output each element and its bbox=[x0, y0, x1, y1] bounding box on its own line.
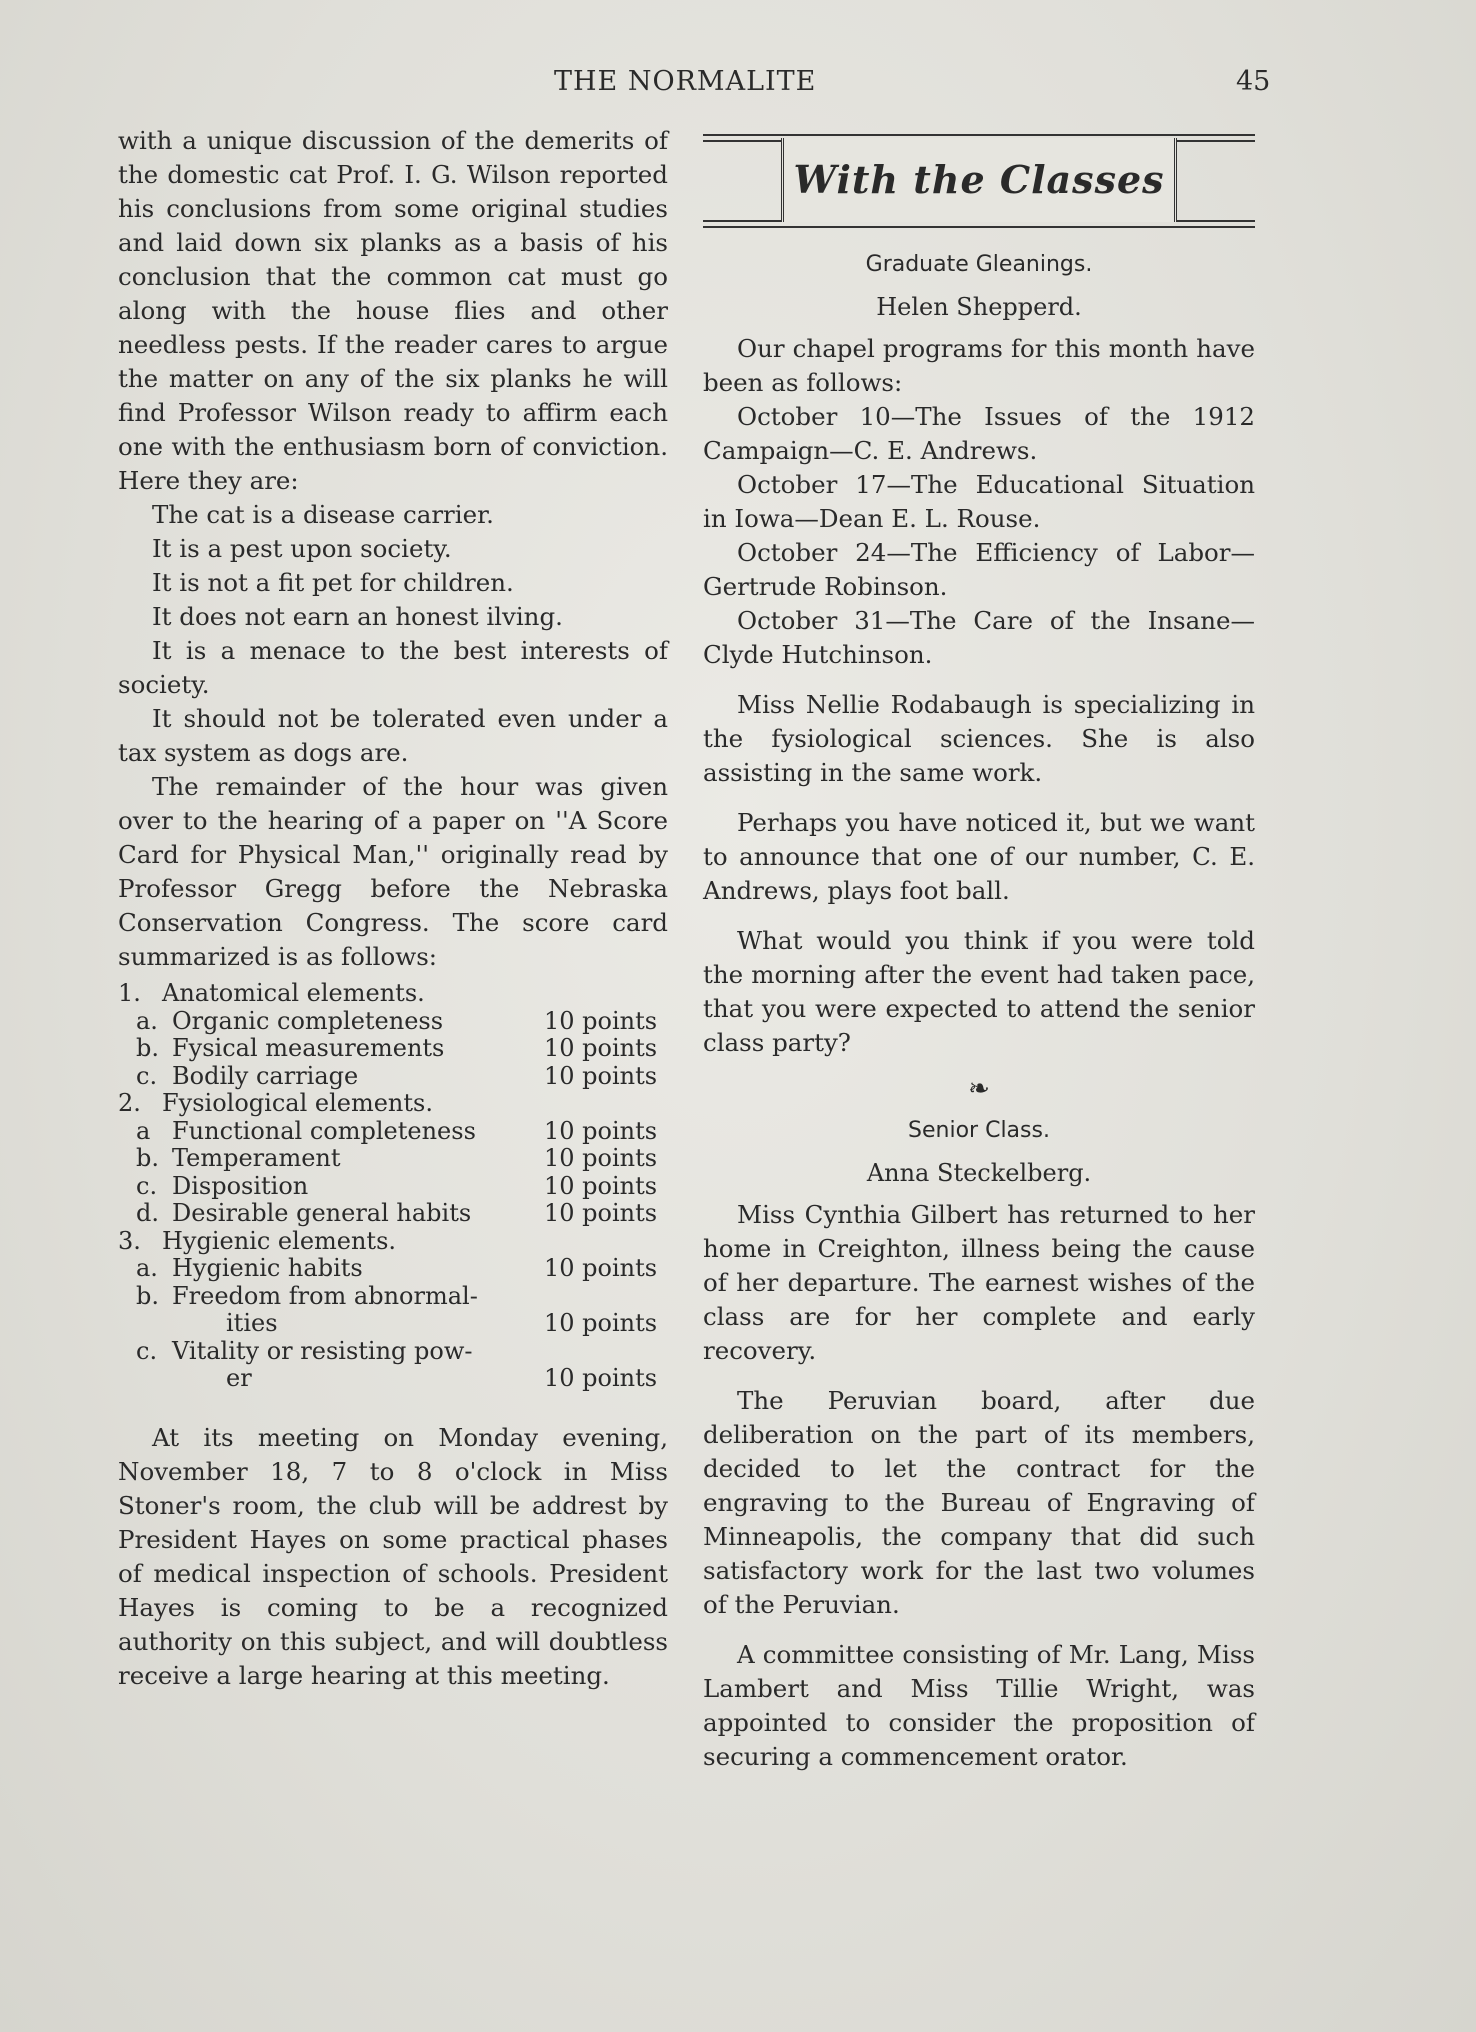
senior-news-paragraph: The Peruvian board, after due deliberation on the part of its members, decided to let the contract for the engraving to the Bureau of Engraving of Minneapolis, the company that did such satisfactory work for the last two volumes of the Peruvian. bbox=[703, 1386, 1255, 1619]
graduate-news-paragraph: Perhaps you have noticed it, but we want to announce that one of our number, C. E. Andrews, plays foot ball. bbox=[703, 808, 1255, 905]
senior-class-heading: Senior Class. bbox=[908, 1118, 1050, 1143]
senior-byline: Anna Steckelberg. bbox=[866, 1159, 1092, 1187]
graduate-byline: Helen Shepperd. bbox=[876, 293, 1082, 321]
score-item: c. Vitality or resisting pow- bbox=[136, 1336, 473, 1365]
with-the-classes-banner bbox=[703, 128, 1255, 234]
score-item: a. Hygienic habits 10 points bbox=[136, 1254, 658, 1282]
graduate-news-paragraph: What would you think if you were told the morning after the event had taken pace, that you were expected to attend the senior class party? bbox=[703, 926, 1255, 1057]
plank-4: It does not earn an honest ilving. bbox=[152, 602, 563, 631]
score-item: c. Bodily carriage 10 points bbox=[136, 1061, 658, 1090]
score-card-intro: The remainder of the hour was given over to the hearing of a paper on ''A Score Card for Physical Man,'' originally read by Professor Gregg before the Nebraska Conservation Congress. The score card summarized is as follows: bbox=[118, 772, 668, 971]
plank-5: It is a menace to the best interests of society. bbox=[118, 636, 668, 699]
score-item: d. Desirable general habits 10 points bbox=[136, 1199, 658, 1227]
page-header bbox=[0, 66, 1476, 106]
left-column bbox=[118, 124, 668, 1693]
chapel-program-item: October 31—The Care of the Insane—Clyde Hutchinson. bbox=[703, 606, 1255, 669]
plank-1: The cat is a disease carrier. bbox=[152, 500, 494, 529]
chapel-program-item: October 17—The Educational Situation in Iowa—Dean E. L. Rouse. bbox=[703, 470, 1255, 533]
chapel-program-item: October 10—The Issues of the 1912 Campaign—C. E. Andrews. bbox=[703, 402, 1255, 465]
score-section-heading: 2. Fysiological elements. bbox=[118, 1089, 433, 1117]
chapel-program-item: October 24—The Efficiency of Labor—Gertrude Robinson. bbox=[703, 538, 1255, 601]
score-item: a Functional completeness 10 points bbox=[136, 1116, 658, 1145]
score-item: b. Fysical measurements 10 points bbox=[136, 1034, 658, 1062]
score-item: b. Temperament 10 points bbox=[136, 1144, 658, 1172]
graduate-news-paragraph: Miss Nellie Rodabaugh is specializing in the fysiological sciences. She is also assisting in the same work. bbox=[703, 690, 1255, 787]
score-section-heading: 1. Anatomical elements. bbox=[118, 979, 425, 1007]
graduate-gleanings-heading: Graduate Gleanings. bbox=[865, 252, 1093, 277]
score-section-heading: 3. Hygienic elements. bbox=[118, 1226, 397, 1255]
plank-3: It is not a fit pet for children. bbox=[152, 568, 514, 597]
plank-2: It is a pest upon society. bbox=[152, 534, 452, 563]
score-item: c. Disposition 10 points bbox=[136, 1171, 658, 1200]
meeting-announcement: At its meeting on Monday evening, November 18, 7 to 8 o'clock in Miss Stoner's room, the club will be addrest by President Hayes on some practical phases of medical inspection of schools. President Hayes is coming to be a recognized authority on this subject, and will doubtless receive a large hearing at this meeting. bbox=[118, 1422, 668, 1690]
score-item-continued: ities 10 points bbox=[226, 1309, 658, 1337]
senior-news-paragraph: A committee consisting of Mr. Lang, Miss Lambert and Miss Tillie Wright, was appointed to consider the proposition of securing a commencement orator. bbox=[703, 1640, 1255, 1771]
plank-6: It should not be tolerated even under a tax system as dogs are. bbox=[118, 704, 668, 767]
score-card bbox=[118, 980, 668, 1393]
running-title: THE NORMALITE bbox=[554, 66, 817, 97]
cat-discussion-paragraph: with a unique discussion of the demerits of the domestic cat Prof. I. G. Wilson reported his conclusions from some original studies and laid down six planks as a basis of his conclusion that the common cat must go along with the house flies and other needless pests. If the reader cares to argue the matter on any of the six planks he will find Professor Wilson ready to affirm each one with the enthusiasm born of conviction. Here they are: bbox=[118, 126, 668, 495]
page-number: 45 bbox=[1236, 66, 1271, 97]
banner-title: With the Classes bbox=[781, 138, 1177, 222]
score-item-continued: er 10 points bbox=[226, 1364, 658, 1392]
score-item: a. Organic completeness 10 points bbox=[136, 1006, 658, 1035]
right-column bbox=[703, 124, 1255, 1774]
fleuron-icon: ❧ bbox=[968, 1074, 990, 1104]
score-item: b. Freedom from abnormal- bbox=[136, 1281, 478, 1310]
senior-news-paragraph: Miss Cynthia Gilbert has returned to her home in Creighton, illness being the cause of her departure. The earnest wishes of the class are for her complete and early recovery. bbox=[703, 1200, 1255, 1365]
chapel-programs-intro: Our chapel programs for this month have been as follows: bbox=[703, 334, 1255, 397]
